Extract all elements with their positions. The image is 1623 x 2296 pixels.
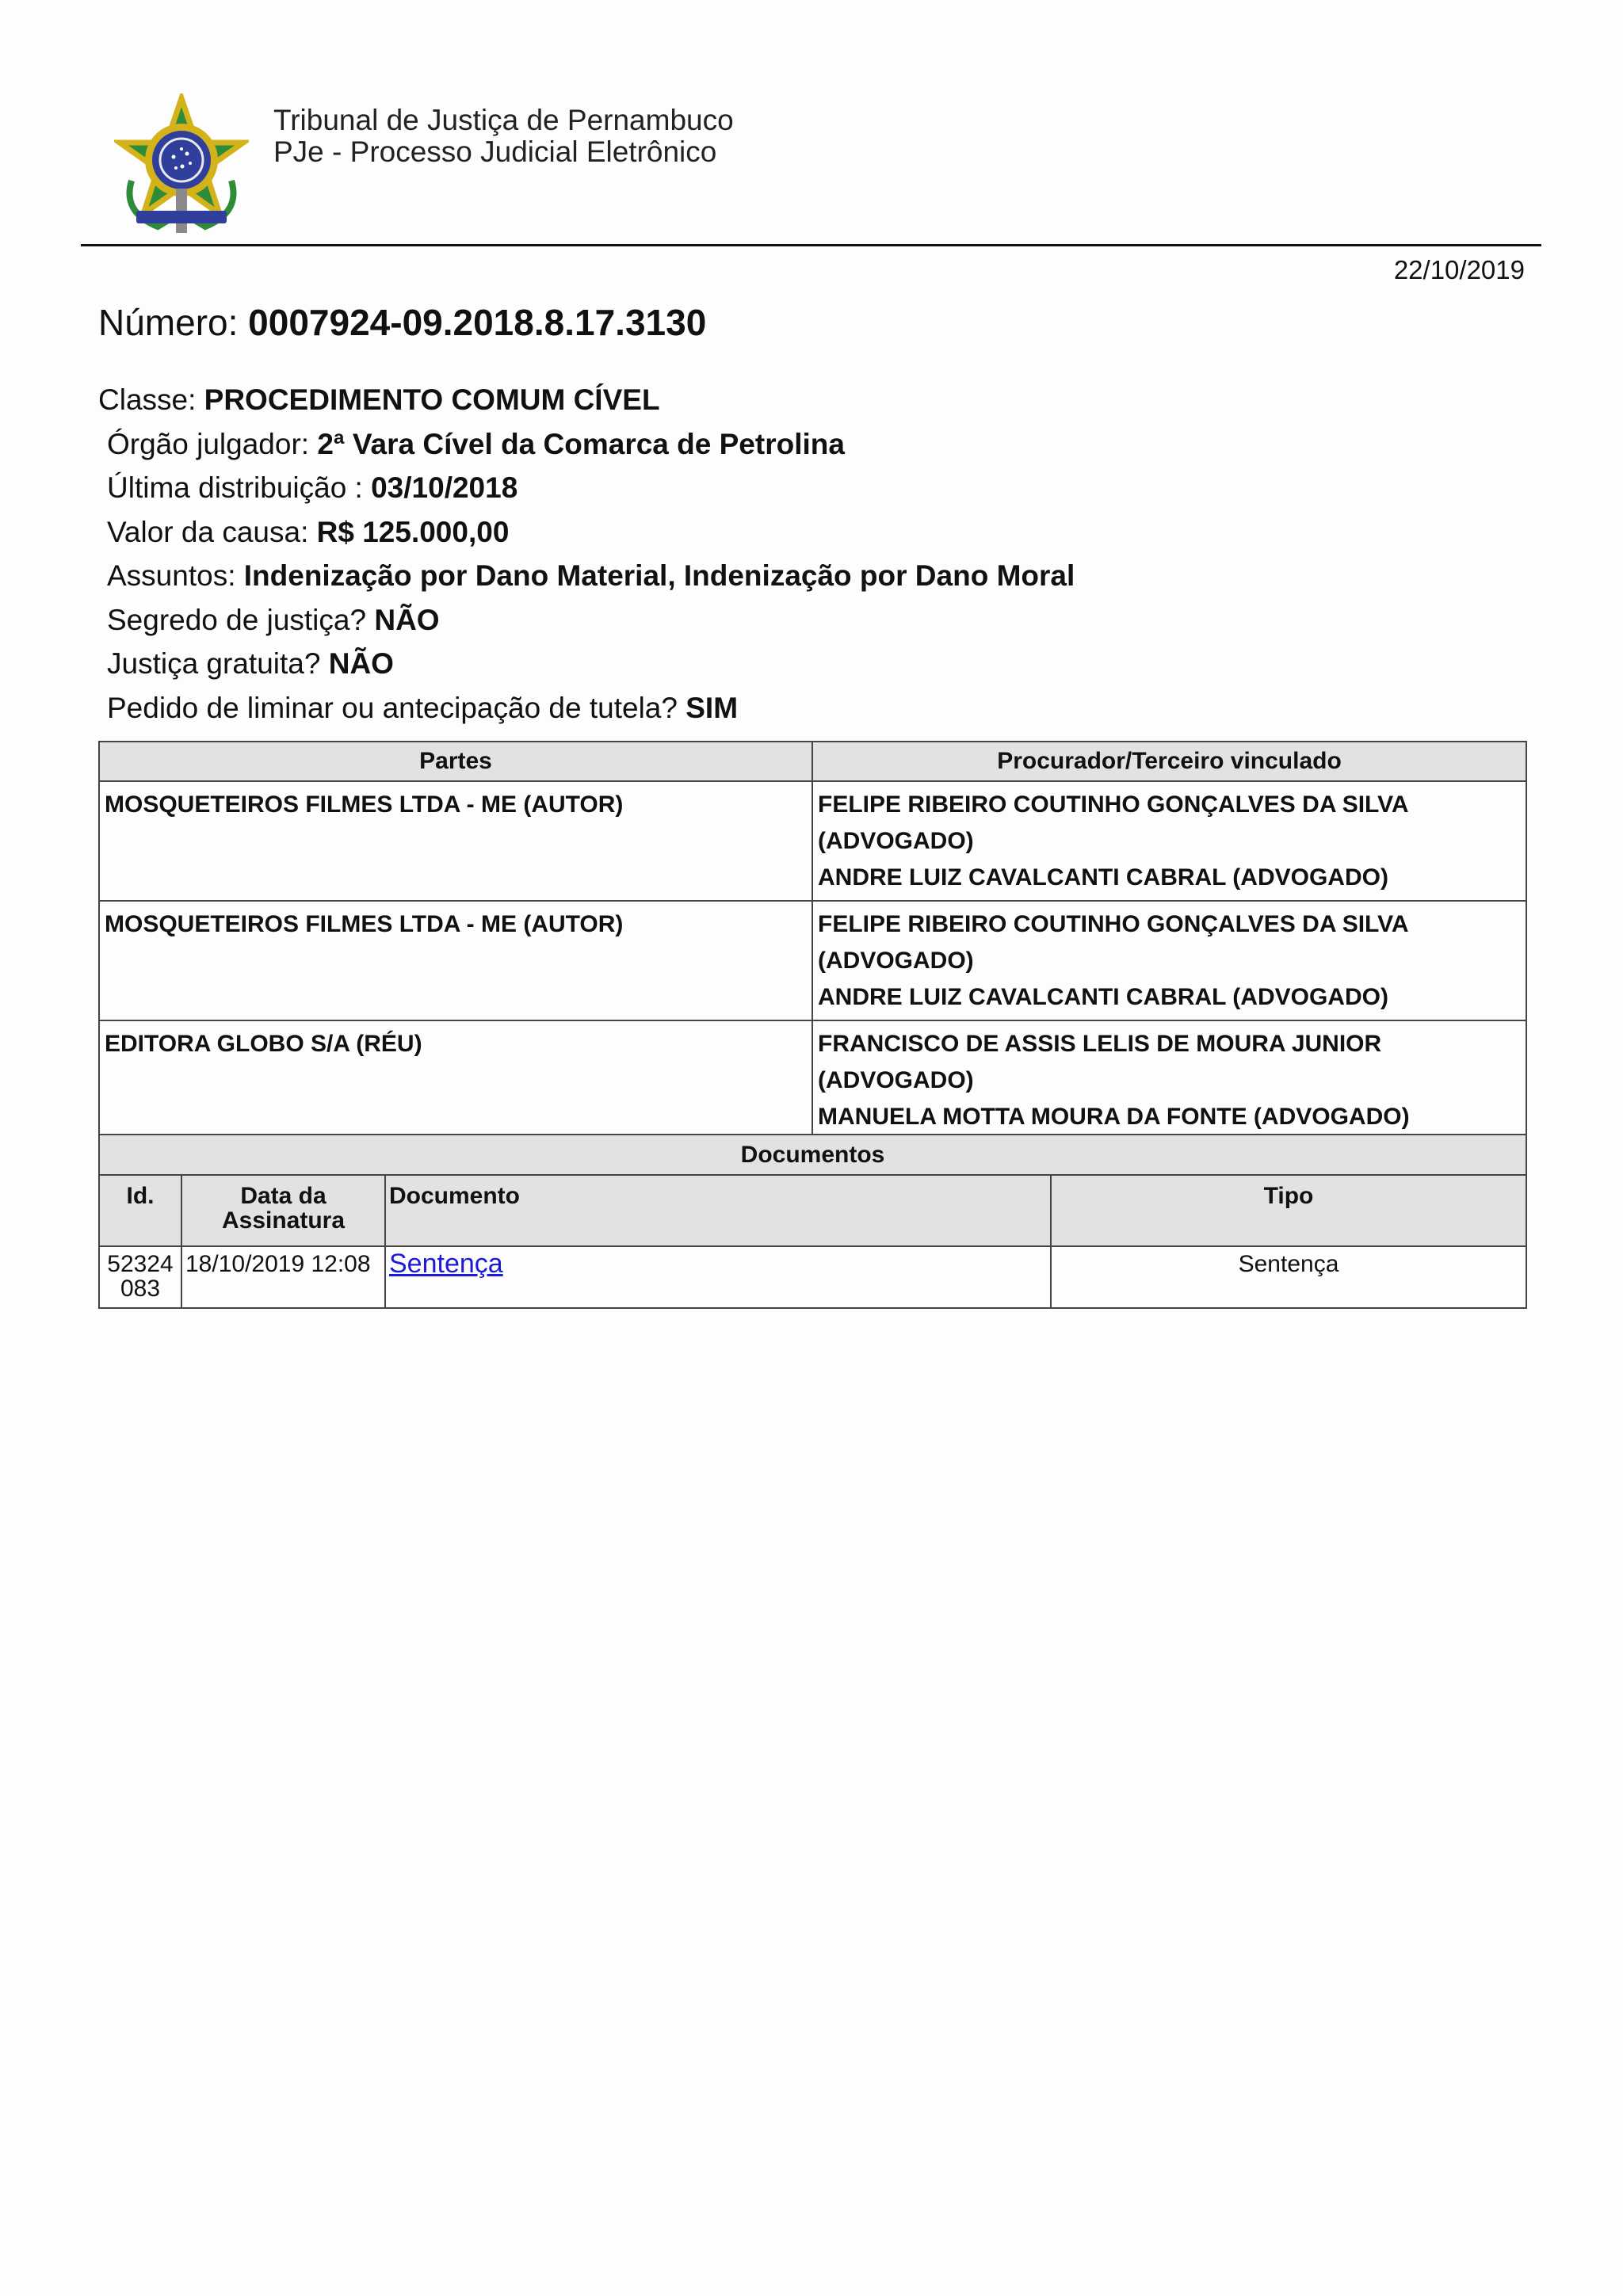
- court-header: [273, 105, 734, 168]
- field-pedido-liminar: [98, 690, 1525, 734]
- lawyers-cell: [812, 901, 1526, 1020]
- lawyer-line: FRANCISCO DE ASSIS LELIS DE MOURA JUNIOR: [818, 1031, 1382, 1057]
- field-value: PROCEDIMENTO COMUM CÍVEL: [204, 383, 660, 416]
- field-classe: [98, 382, 1525, 426]
- party-cell: [99, 1020, 812, 1140]
- field-value: SIM: [685, 691, 739, 724]
- table-header-row: [99, 1175, 1526, 1246]
- field-value: R$ 125.000,00: [316, 515, 510, 548]
- field-segredo-justica: [98, 602, 1525, 646]
- field-value: NÃO: [374, 603, 440, 636]
- document-id: 083: [120, 1276, 161, 1302]
- field-label: Órgão julgador:: [107, 427, 318, 460]
- report-date: 22/10/2019: [1393, 255, 1525, 284]
- lawyer-line: (ADVOGADO): [818, 1067, 974, 1093]
- documents-title: Documentos: [99, 1135, 1526, 1175]
- column-header-documento: Documento: [385, 1175, 1051, 1246]
- lawyer-line: ANDRE LUIZ CAVALCANTI CABRAL (ADVOGADO): [818, 864, 1388, 891]
- court-name: Tribunal de Justiça de Pernambuco: [273, 104, 734, 136]
- field-valor-causa: [98, 514, 1525, 559]
- column-header-tipo: Tipo: [1051, 1175, 1526, 1246]
- document-type: Sentença: [1051, 1246, 1526, 1308]
- table-row: [99, 901, 1526, 1020]
- parties-table: [98, 741, 1527, 1141]
- process-number-value: 0007924-09.2018.8.17.3130: [248, 302, 707, 343]
- document-cell: [385, 1246, 1051, 1308]
- brazil-coat-of-arms-icon: [114, 93, 249, 240]
- documents-table: [98, 1134, 1527, 1309]
- header-line: Data da: [240, 1183, 327, 1209]
- table-header-row: [99, 742, 1526, 781]
- lawyers-cell: [812, 781, 1526, 901]
- table-row: [99, 1246, 1526, 1308]
- field-label: Pedido de liminar ou antecipação de tutela?: [107, 691, 686, 724]
- field-value: 2ª Vara Cível da Comarca de Petrolina: [317, 427, 845, 460]
- document-link[interactable]: Sentença: [389, 1249, 503, 1279]
- header-divider: [81, 244, 1541, 246]
- table-row: [99, 1020, 1526, 1140]
- field-label: Última distribuição :: [107, 471, 372, 504]
- header-line: Assinatura: [221, 1207, 346, 1234]
- document-id: 52324: [107, 1251, 174, 1277]
- table-row: [99, 781, 1526, 901]
- column-header-data-assinatura: [181, 1175, 385, 1246]
- column-header-partes: Partes: [99, 742, 812, 781]
- system-name: PJe - Processo Judicial Eletrônico: [273, 135, 717, 168]
- lawyer-line: MANUELA MOTTA MOURA DA FONTE (ADVOGADO): [818, 1104, 1410, 1130]
- field-label: Assuntos:: [107, 559, 244, 592]
- field-justica-gratuita: [98, 646, 1525, 690]
- field-label: Segredo de justiça?: [107, 603, 375, 636]
- process-number: [98, 301, 706, 344]
- field-label: Classe:: [98, 383, 204, 416]
- process-number-label: Número:: [98, 302, 249, 343]
- lawyer-line: ANDRE LUIZ CAVALCANTI CABRAL (ADVOGADO): [818, 984, 1388, 1010]
- column-header-procurador: Procurador/Terceiro vinculado: [812, 742, 1526, 781]
- lawyer-line: (ADVOGADO): [818, 828, 974, 854]
- column-header-id: Id.: [99, 1175, 181, 1246]
- lawyer-line: (ADVOGADO): [818, 948, 974, 974]
- field-orgao-julgador: [98, 426, 1525, 471]
- party-cell: [99, 901, 812, 1020]
- field-assuntos: [98, 558, 1525, 602]
- field-value: Indenização por Dano Material, Indenização por Dano Moral: [243, 559, 1075, 592]
- lawyer-line: FELIPE RIBEIRO COUTINHO GONÇALVES DA SILVA: [818, 791, 1409, 818]
- field-value: 03/10/2018: [371, 471, 518, 504]
- field-ultima-distribuicao: [98, 470, 1525, 514]
- field-label: Justiça gratuita?: [107, 647, 329, 680]
- party-name: EDITORA GLOBO S/A (RÉU): [105, 1031, 422, 1057]
- process-details: [98, 382, 1525, 734]
- field-value: NÃO: [328, 647, 394, 680]
- document-date: 18/10/2019 12:08: [181, 1246, 385, 1308]
- documents-title-row: [99, 1135, 1526, 1175]
- field-label: Valor da causa:: [107, 515, 317, 548]
- lawyers-cell: [812, 1020, 1526, 1140]
- document-id-cell: [99, 1246, 181, 1308]
- lawyer-line: FELIPE RIBEIRO COUTINHO GONÇALVES DA SILVA: [818, 911, 1409, 937]
- party-cell: [99, 781, 812, 901]
- party-name: MOSQUETEIROS FILMES LTDA - ME (AUTOR): [105, 911, 624, 937]
- party-name: MOSQUETEIROS FILMES LTDA - ME (AUTOR): [105, 791, 624, 818]
